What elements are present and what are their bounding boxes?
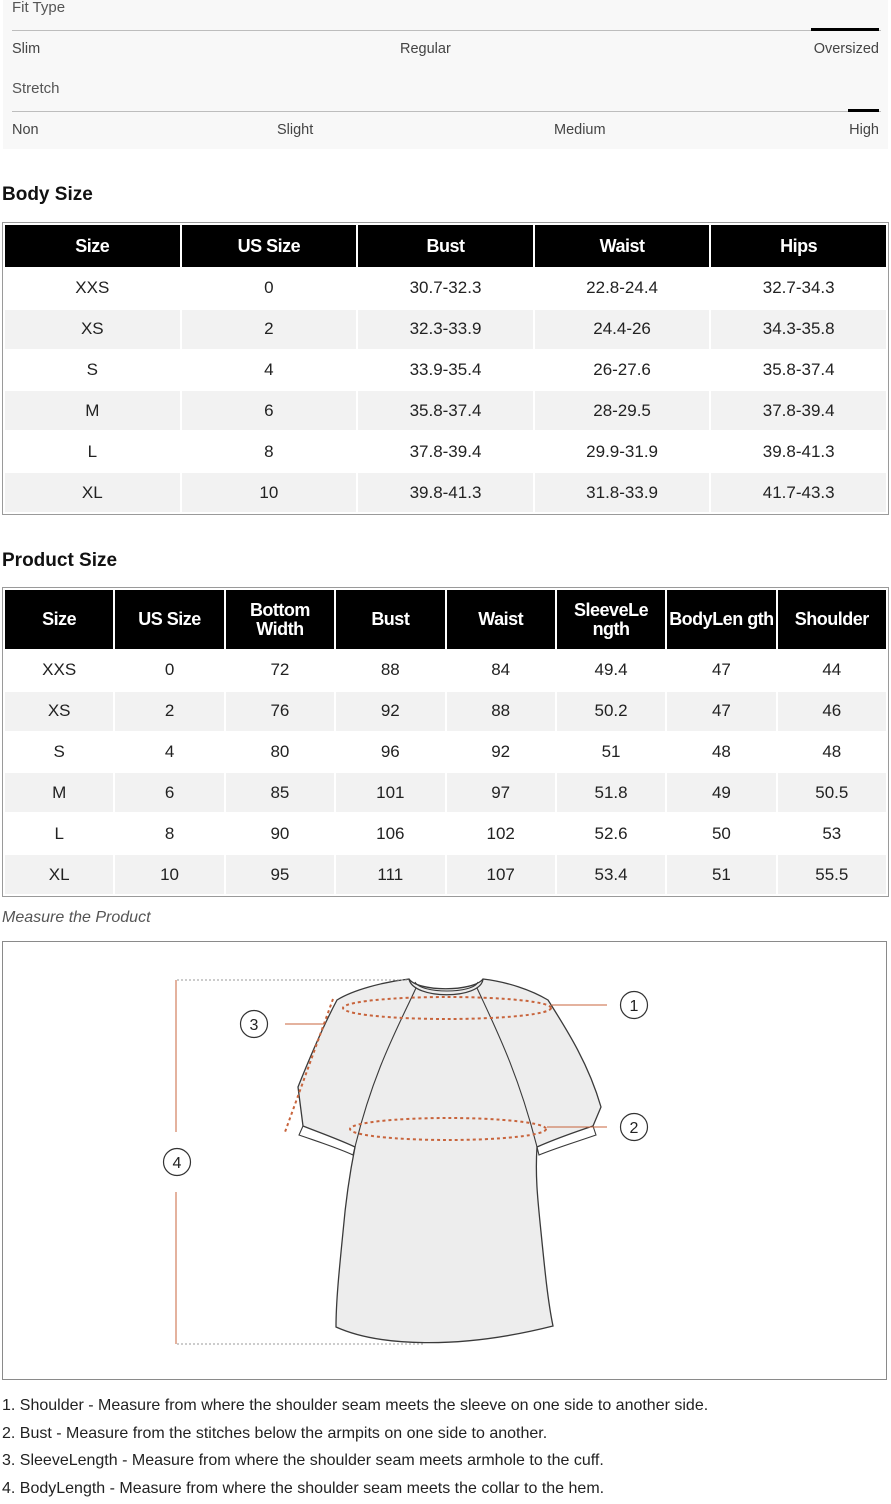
cell-size: XL — [5, 855, 113, 894]
column-header-bottom-width: Bottom Width — [226, 590, 334, 649]
cell-shoulder: 44 — [778, 651, 886, 690]
column-header-shoulder: Shoulder — [778, 590, 886, 649]
cell-waist: 88 — [447, 692, 555, 731]
measure-caption: Measure the Product — [2, 909, 151, 927]
cell-body-length: 48 — [667, 733, 775, 772]
table-row — [5, 269, 886, 308]
cell-us-size: 8 — [115, 814, 223, 853]
table-row — [5, 855, 886, 894]
cell-sleeve-length: 50.2 — [557, 692, 665, 731]
column-header-us-size: US Size — [115, 590, 223, 649]
note-bust: 2. Bust - Measure from the stitches below the armpits on one side to another. — [2, 1422, 889, 1450]
cell-waist: 107 — [447, 855, 555, 894]
cell-bust: 88 — [336, 651, 444, 690]
fit-type-track — [12, 30, 881, 31]
cell-waist: 31.8-33.9 — [535, 473, 710, 512]
cell-us-size: 0 — [182, 269, 357, 308]
marker-2-label: 2 — [630, 1120, 639, 1137]
column-header-bust: Bust — [358, 225, 533, 267]
body-size-title: Body Size — [2, 184, 93, 206]
stretch-track — [12, 111, 881, 112]
cell-bottom-width: 85 — [226, 773, 334, 812]
stretch-selected-marker — [848, 109, 879, 112]
cell-sleeve-length: 53.4 — [557, 855, 665, 894]
cell-us-size: 10 — [115, 855, 223, 894]
cell-sleeve-length: 52.6 — [557, 814, 665, 853]
cell-hips: 32.7-34.3 — [711, 269, 886, 308]
cell-size: XXS — [5, 651, 113, 690]
table-header-row — [5, 225, 886, 267]
table-row — [5, 651, 886, 690]
cell-size: S — [5, 733, 113, 772]
cell-us-size: 0 — [115, 651, 223, 690]
table-row — [5, 310, 886, 349]
cell-us-size: 4 — [182, 351, 357, 390]
cell-bottom-width: 72 — [226, 651, 334, 690]
stretch-option-medium: Medium — [554, 122, 606, 138]
cell-waist: 22.8-24.4 — [535, 269, 710, 308]
table-row — [5, 692, 886, 731]
product-size-title: Product Size — [2, 550, 117, 572]
cell-us-size: 6 — [182, 391, 357, 430]
cell-sleeve-length: 51 — [557, 733, 665, 772]
cell-body-length: 47 — [667, 692, 775, 731]
cell-bust: 106 — [336, 814, 444, 853]
cell-waist: 97 — [447, 773, 555, 812]
cell-waist: 24.4-26 — [535, 310, 710, 349]
cell-bottom-width: 95 — [226, 855, 334, 894]
column-header-size: Size — [5, 225, 180, 267]
cell-size: L — [5, 432, 180, 471]
cell-us-size: 6 — [115, 773, 223, 812]
cell-hips: 35.8-37.4 — [711, 351, 886, 390]
cell-waist: 84 — [447, 651, 555, 690]
cell-size: L — [5, 814, 113, 853]
cell-sleeve-length: 49.4 — [557, 651, 665, 690]
table-row — [5, 432, 886, 471]
cell-sleeve-length: 51.8 — [557, 773, 665, 812]
cell-body-length: 49 — [667, 773, 775, 812]
cell-body-length: 51 — [667, 855, 775, 894]
cell-hips: 39.8-41.3 — [711, 432, 886, 471]
cell-bust: 96 — [336, 733, 444, 772]
cell-bottom-width: 90 — [226, 814, 334, 853]
cell-bottom-width: 76 — [226, 692, 334, 731]
t-shirt-icon — [3, 942, 886, 1379]
cell-size: XS — [5, 310, 180, 349]
fit-type-selected-marker — [811, 28, 879, 31]
cell-shoulder: 48 — [778, 733, 886, 772]
cell-bust: 111 — [336, 855, 444, 894]
note-sleeve-length: 3. SleeveLength - Measure from where the shoulder seam meets armhole to the cuff. — [2, 1449, 889, 1477]
cell-waist: 29.9-31.9 — [535, 432, 710, 471]
table-row — [5, 351, 886, 390]
cell-size: XL — [5, 473, 180, 512]
fit-option-slim: Slim — [12, 41, 40, 57]
column-header-size: Size — [5, 590, 113, 649]
measurement-notes — [2, 1394, 889, 1504]
product-size-table — [2, 587, 889, 897]
cell-us-size: 10 — [182, 473, 357, 512]
cell-hips: 37.8-39.4 — [711, 391, 886, 430]
stretch-option-slight: Slight — [277, 122, 313, 138]
cell-us-size: 4 — [115, 733, 223, 772]
note-body-length: 4. BodyLength - Measure from where the shoulder seam meets the collar to the hem. — [2, 1477, 889, 1504]
cell-shoulder: 46 — [778, 692, 886, 731]
stretch-option-non: Non — [12, 122, 39, 138]
cell-bust: 35.8-37.4 — [358, 391, 533, 430]
cell-bust: 92 — [336, 692, 444, 731]
table-row — [5, 773, 886, 812]
note-shoulder: 1. Shoulder - Measure from where the shoulder seam meets the sleeve on one side to another side. — [2, 1394, 889, 1422]
cell-shoulder: 50.5 — [778, 773, 886, 812]
measure-diagram — [2, 941, 887, 1380]
fit-option-regular: Regular — [400, 41, 451, 57]
body-size-table — [2, 222, 889, 515]
fit-option-oversized: Oversized — [814, 41, 879, 57]
cell-bust: 101 — [336, 773, 444, 812]
cell-us-size: 2 — [115, 692, 223, 731]
cell-body-length: 47 — [667, 651, 775, 690]
cell-size: XXS — [5, 269, 180, 308]
cell-waist: 28-29.5 — [535, 391, 710, 430]
marker-4-label: 4 — [173, 1155, 182, 1172]
table-header-row — [5, 590, 886, 649]
cell-body-length: 50 — [667, 814, 775, 853]
cell-bust: 33.9-35.4 — [358, 351, 533, 390]
stretch-option-high: High — [849, 122, 879, 138]
cell-bust: 32.3-33.9 — [358, 310, 533, 349]
fit-panel — [3, 0, 888, 149]
cell-hips: 41.7-43.3 — [711, 473, 886, 512]
cell-bottom-width: 80 — [226, 733, 334, 772]
cell-bust: 39.8-41.3 — [358, 473, 533, 512]
fit-type-label: Fit Type — [12, 0, 65, 16]
cell-hips: 34.3-35.8 — [711, 310, 886, 349]
stretch-label: Stretch — [12, 80, 60, 97]
marker-1-label: 1 — [630, 998, 639, 1015]
cell-waist: 26-27.6 — [535, 351, 710, 390]
cell-size: S — [5, 351, 180, 390]
cell-shoulder: 53 — [778, 814, 886, 853]
cell-waist: 92 — [447, 733, 555, 772]
column-header-bust: Bust — [336, 590, 444, 649]
cell-us-size: 2 — [182, 310, 357, 349]
cell-bust: 37.8-39.4 — [358, 432, 533, 471]
cell-waist: 102 — [447, 814, 555, 853]
table-row — [5, 733, 886, 772]
table-row — [5, 391, 886, 430]
cell-us-size: 8 — [182, 432, 357, 471]
cell-size: XS — [5, 692, 113, 731]
table-row — [5, 473, 886, 512]
marker-3-label: 3 — [250, 1017, 259, 1034]
cell-shoulder: 55.5 — [778, 855, 886, 894]
column-header-hips: Hips — [711, 225, 886, 267]
column-header-us-size: US Size — [182, 225, 357, 267]
column-header-waist: Waist — [535, 225, 710, 267]
cell-size: M — [5, 391, 180, 430]
column-header-sleeve-length: SleeveLe ngth — [557, 590, 665, 649]
table-row — [5, 814, 886, 853]
column-header-body-length: BodyLen gth — [667, 590, 775, 649]
cell-bust: 30.7-32.3 — [358, 269, 533, 308]
cell-size: M — [5, 773, 113, 812]
column-header-waist: Waist — [447, 590, 555, 649]
